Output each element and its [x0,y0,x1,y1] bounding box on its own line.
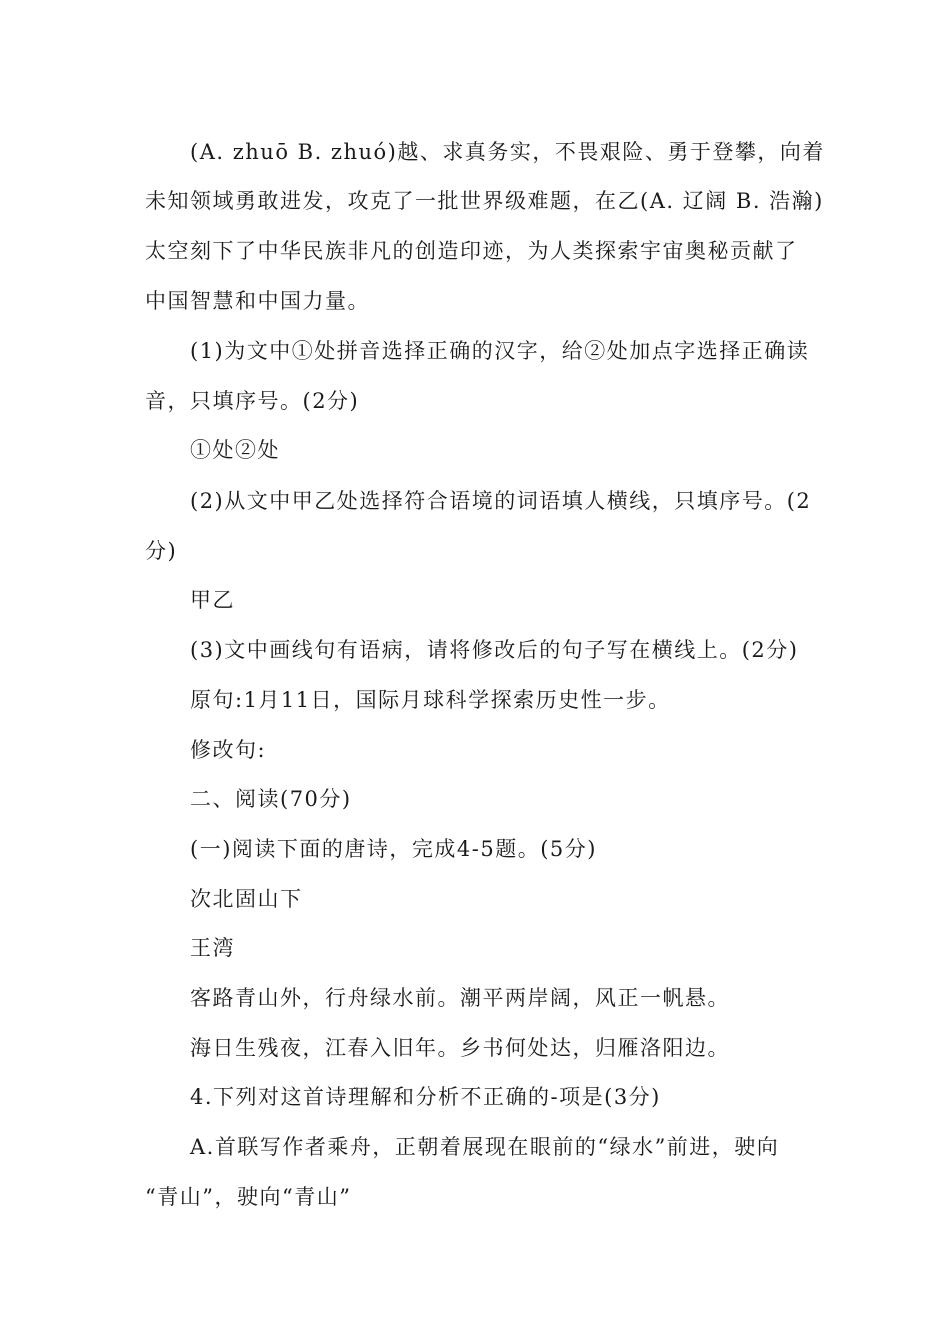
poem-title: 次北固山下 [190,887,303,911]
question-2: (2)从文中甲乙处选择符合语境的词语填人横线，只填序号。(2 [190,489,812,513]
question-3: (3)文中画线句有语病，请将修改后的句子写在横线上。(2分) [190,638,799,662]
answer-blank-2: 甲乙 [190,588,235,612]
subsection-heading: (一)阅读下面的唐诗，完成4-5题。(5分) [190,837,597,861]
text-line: 未知领域勇敢进发，攻克了一批世界级难题，在乙(A. 辽阔 B. 浩瀚) [145,189,824,213]
section-heading: 二、阅读(70分) [190,787,352,811]
option-a: A.首联写作者乘舟，正朝着展现在眼前的“绿水”前进，驶向 [190,1135,780,1159]
text-line: 音，只填序号。(2分) [145,389,360,413]
text-line: 中国智慧和中国力量。 [145,289,370,313]
text-line: “青山”，驶向“青山” [145,1185,352,1209]
poem-line: 客路青山外，行舟绿水前。潮平两岸阔，风正一帆悬。 [190,986,730,1010]
revised-sentence: 修改句: [190,738,267,762]
answer-blank-1: ①处②处 [190,438,280,462]
text-line: 太空刻下了中华民族非凡的创造印迹，为人类探索宇宙奥秘贡献了 [145,239,798,263]
poem-author: 王湾 [190,936,235,960]
text-line: (A. zhuō B. zhuó)越、求真务实，不畏艰险、勇于登攀，向着 [190,140,825,164]
question-1: (1)为文中①处拼音选择正确的汉字，给②处加点字选择正确读 [190,339,810,363]
question-4: 4.下列对这首诗理解和分析不正确的-项是(3分) [190,1085,661,1109]
text-line: 分) [145,539,178,563]
original-sentence: 原句:1月11日，国际月球科学探索历史性一步。 [190,688,671,712]
poem-line: 海日生残夜，江春入旧年。乡书何处达，归雁洛阳边。 [190,1036,730,1060]
